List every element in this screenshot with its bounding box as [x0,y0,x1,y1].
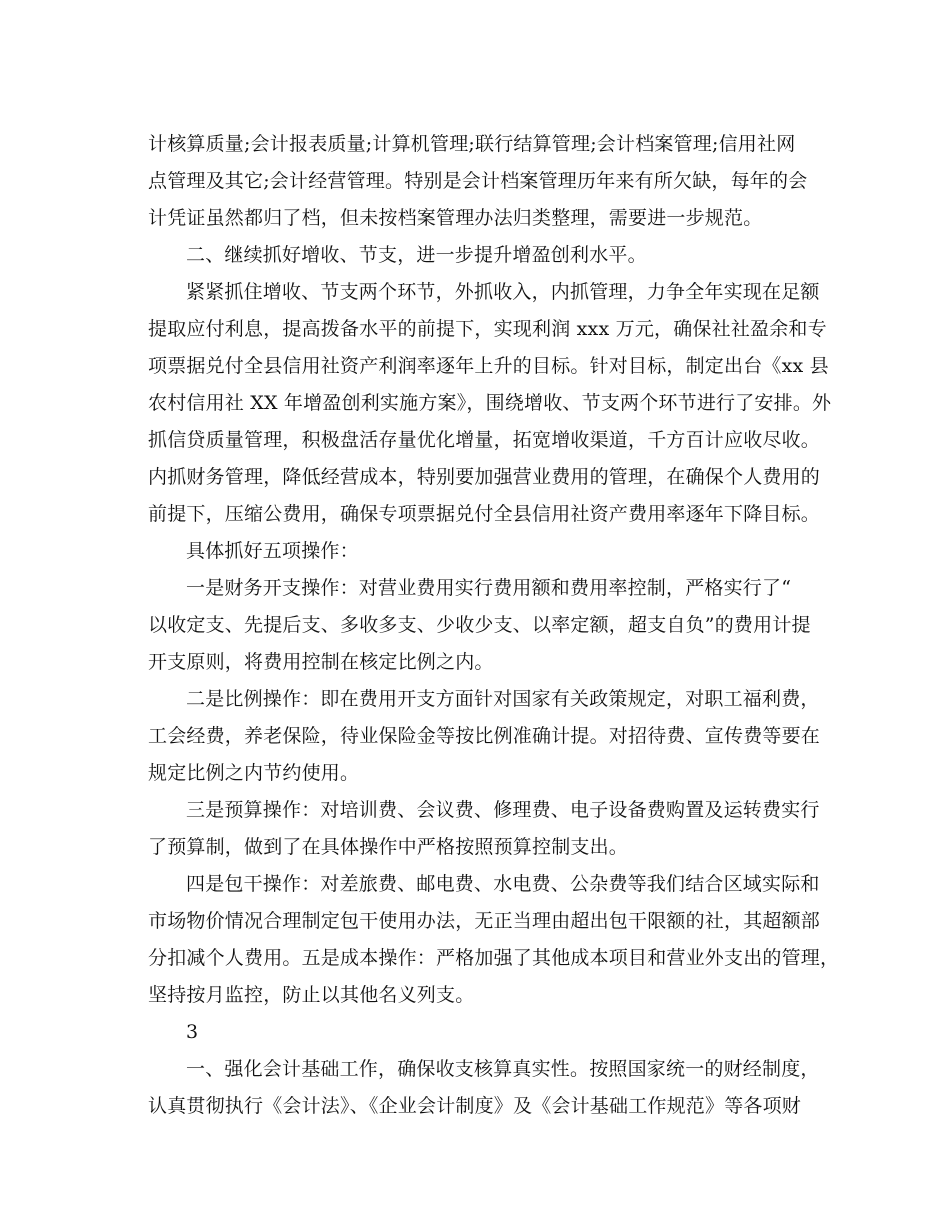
text-line: 一是财务开支操作：对营业费用实行费用额和费用率控制，严格实行了“ [186,577,792,599]
text-line: 计核算质量;会计报表质量;计算机管理;联行结算管理;会计档案管理;信用社网 [148,133,796,155]
text-line: 农村信用社 XX 年增盈创利实施方案》，围绕增收、节支两个环节进行了安排。外 [148,392,832,414]
text-line: 工会经费，养老保险，待业保险金等按比例准确计提。对招待费、宣传费等要在 [148,725,821,747]
text-line: 内抓财务管理，降低经营成本，特别要加强营业费用的管理，在确保个人费用的 [148,466,821,488]
text-line: 了预算制，做到了在具体操作中严格按照预算控制支出。 [148,836,629,858]
text-line: 提取应付利息，提高拨备水平的前提下，实现利润 xxx 万元，确保社社盈余和专 [148,318,827,340]
text-line: 坚持按月监控，防止以其他名义列支。 [148,984,475,1006]
text-line: 抓信贷质量管理，积极盘活存量优化增量，拓宽增收渠道，千方百计应收尽收。 [148,429,821,451]
text-line: 一、强化会计基础工作，确保收支核算真实性。按照国家统一的财经制度， [186,1058,820,1080]
text-line: 项票据兑付全县信用社资产利润率逐年上升的目标。针对目标，制定出台《xx 县 [148,355,829,377]
text-line: 分扣减个人费用。五是成本操作：严格加强了其他成本项目和营业外支出的管理， [148,947,840,969]
text-line: 点管理及其它;会计经营管理。特别是会计档案管理历年来有所欠缺，每年的会 [148,170,808,192]
text-line: 计凭证虽然都归了档，但未按档案管理办法归类整理，需要进一步规范。 [148,207,763,229]
section-heading: 二、继续抓好增收、节支，进一步提升增盈创利水平。 [186,244,647,266]
text-line: 认真贯彻执行《会计法》、《企业会计制度》及《会计基础工作规范》等各项财 [148,1095,802,1117]
text-line: 二是比例操作：即在费用开支方面针对国家有关政策规定，对职工福利费， [186,688,820,710]
text-line: 四是包干操作：对差旅费、邮电费、水电费、公杂费等我们结合区域实际和 [186,873,820,895]
text-line: 规定比例之内节约使用。 [148,762,360,784]
text-line: 前提下，压缩公费用，确保专项票据兑付全县信用社资产费用率逐年下降目标。 [148,503,821,525]
text-line: 开支原则，将费用控制在核定比例之内。 [148,651,494,673]
text-line: 市场物价情况合理制定包干使用办法，无正当理由超出包干限额的社，其超额部 [148,910,821,932]
text-line: 三是预算操作：对培训费、会议费、修理费、电子设备费购置及运转费实行 [186,799,820,821]
page-number: 3 [186,1021,199,1043]
text-line: 以收定支、先提后支、多收多支、少收少支、以率定额，超支自负”的费用计提 [148,614,811,636]
text-line: 具体抓好五项操作： [186,540,359,562]
text-line: 紧紧抓住增收、节支两个环节，外抓收入，内抓管理，力争全年实现在足额 [186,281,820,303]
